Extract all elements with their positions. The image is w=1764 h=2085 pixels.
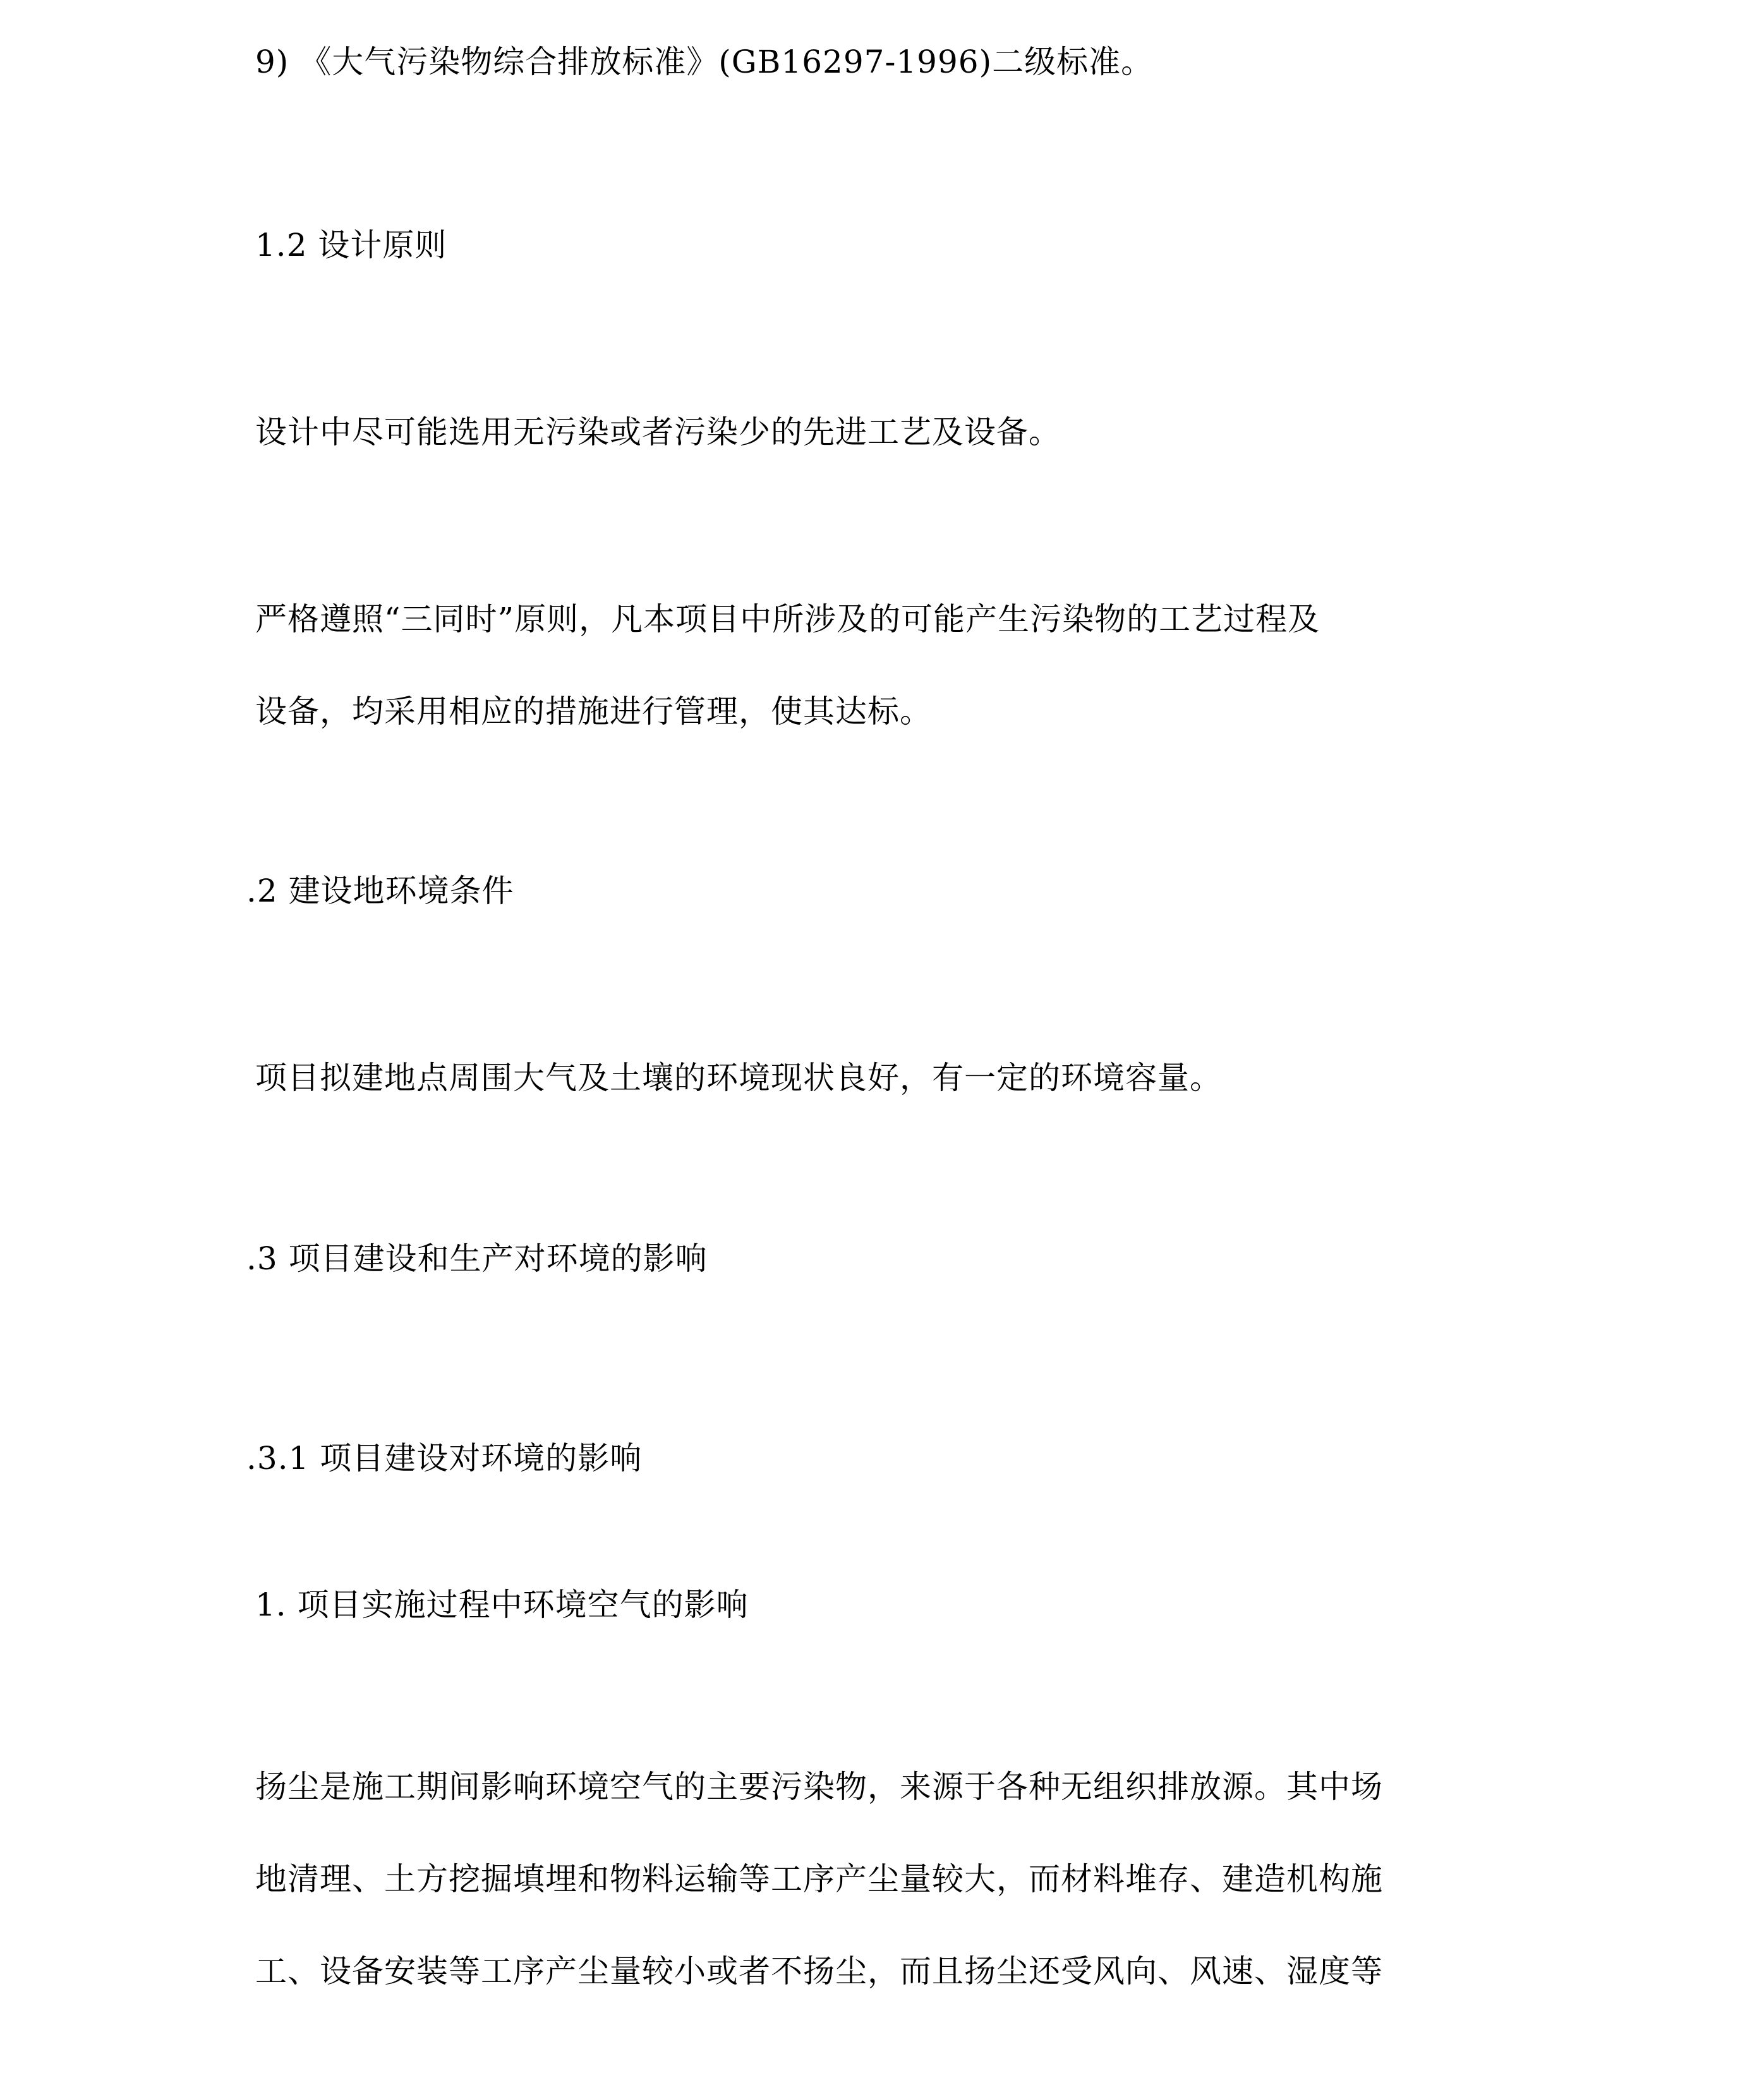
section-heading-3: .3 项目建设和生产对环境的影响 [246, 1240, 708, 1277]
paragraph-design-principle-2-line-1: 严格遵照“三同时”原则，凡本项目中所涉及的可能产生污染物的工艺过程及 [255, 601, 1320, 638]
paragraph-dust-line-3: 工、设备安装等工序产尘量较小或者不扬尘，而且扬尘还受风向、风速、湿度等 [255, 1953, 1383, 1990]
section-heading-2: .2 建设地环境条件 [246, 873, 514, 909]
numbered-heading-1: 1. 项目实施过程中环境空气的影响 [255, 1586, 749, 1623]
paragraph-dust-line-1: 扬尘是施工期间影响环境空气的主要污染物，来源于各种无组织排放源。其中场 [255, 1768, 1383, 1805]
section-heading-3-1: .3.1 项目建设对环境的影响 [246, 1440, 643, 1477]
paragraph-site-environment: 项目拟建地点周围大气及土壤的环境现状良好，有一定的环境容量。 [255, 1060, 1222, 1096]
paragraph-design-principle-2-line-2: 设备，均采用相应的措施进行管理，使其达标。 [255, 693, 932, 730]
standard-item-9: 9) 《大气污染物综合排放标准》(GB16297-1996)二级标准。 [255, 44, 1154, 80]
paragraph-dust-line-2: 地清理、土方挖掘填埋和物料运输等工序产尘量较大，而材料堆存、建造机构施 [255, 1861, 1383, 1897]
section-heading-1-2: 1.2 设计原则 [255, 227, 447, 263]
paragraph-design-principle-1: 设计中尽可能选用无污染或者污染少的先进工艺及设备。 [255, 414, 1061, 450]
